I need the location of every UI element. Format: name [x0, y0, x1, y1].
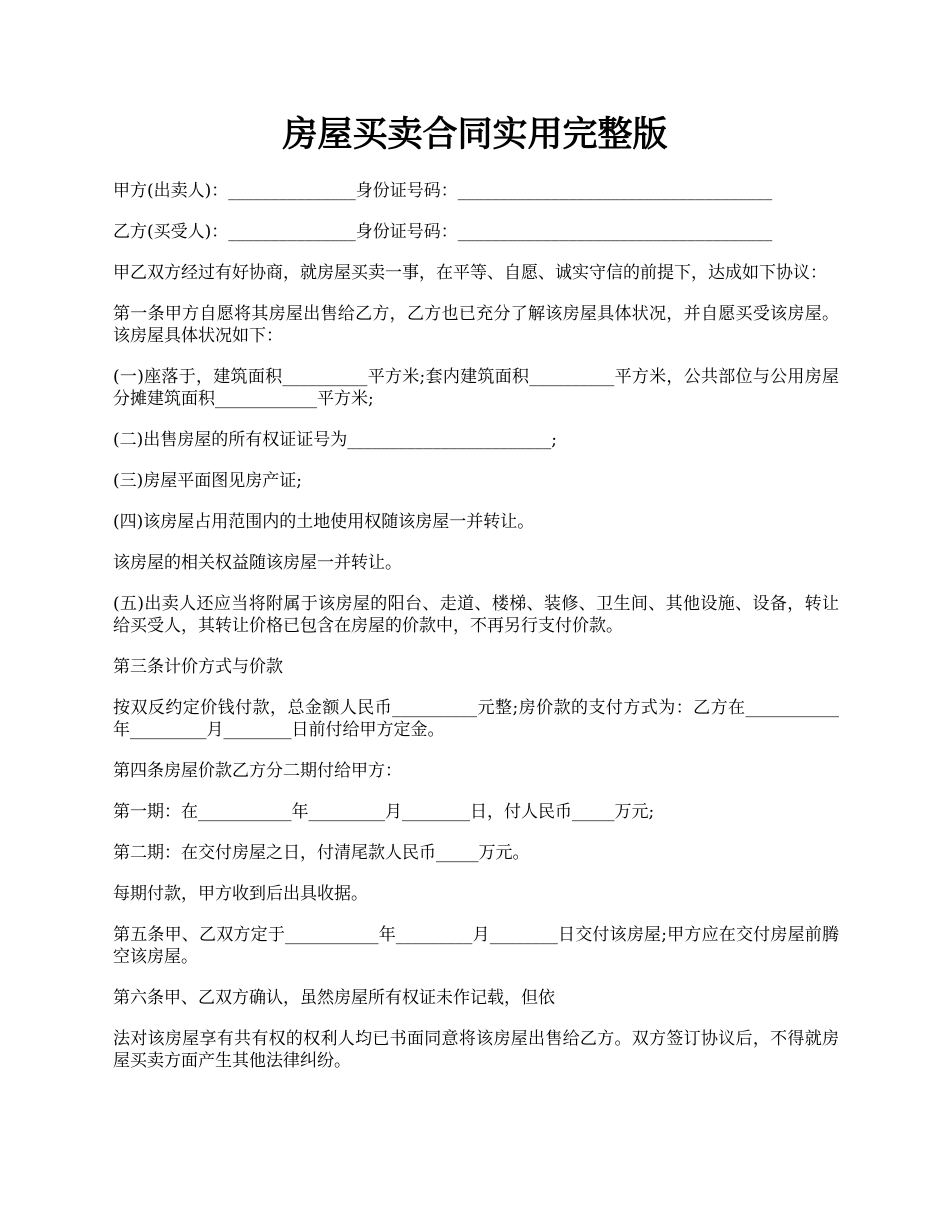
item-3-floor-plan: (三)房屋平面图见房产证;: [113, 471, 302, 491]
related-rights: 该房屋的相关权益随该房屋一并转让。: [113, 553, 402, 573]
article-5: 第五条甲、乙双方定于___________年_________月________日交付该房屋;甲方应在交付房屋前腾空该房屋。: [113, 925, 839, 967]
seller-info-line: 甲方(出卖人)：_______________身份证号码：_____________________________________: [113, 181, 773, 201]
installment-2: 第二期：在交付房屋之日，付清尾款人民币_____万元。: [113, 843, 530, 863]
buyer-info-line: 乙方(买受人)：_______________身份证号码：_____________________________________: [113, 222, 773, 242]
item-5-attachments: (五)出卖人还应当将附属于该房屋的阳台、走道、楼梯、装修、卫生间、其他设施、设备，转让给买受人，其转让价格已包含在房屋的价款中，不再另行支付价款。: [113, 594, 839, 636]
article-6-continued: 法对该房屋享有共有权的权利人均已书面同意将该房屋出售给乙方。双方签订协议后，不得就房屋买卖方面产生其他法律纠纷。: [113, 1029, 839, 1071]
document-title: 房屋买卖合同实用完整版: [282, 114, 668, 155]
article-4: 第四条房屋价款乙方分二期付给甲方：: [113, 761, 402, 781]
article-6: 第六条甲、乙双方确认，虽然房屋所有权证未作记载，但依: [113, 988, 555, 1008]
item-2-certificate: (二)出售房屋的所有权证证号为________________________;: [113, 430, 557, 450]
document-body: [113, 180, 839, 1091]
installment-1: 第一期：在___________年_________月________日，付人民币_____万元;: [113, 802, 655, 822]
payment-terms: 按双反约定价钱付款，总金额人民币__________元整;房价款的支付方式为：乙方在___________年_________月________日前付给甲方定金。: [113, 698, 839, 740]
item-4-land-rights: (四)该房屋占用范围内的土地使用权随该房屋一并转让。: [113, 512, 535, 532]
receipt-note: 每期付款，甲方收到后出具收据。: [113, 884, 368, 904]
agreement-intro: 甲乙双方经过有好协商，就房屋买卖一事，在平等、自愿、诚实守信的前提下，达成如下协议：: [113, 263, 827, 283]
article-3-heading: 第三条计价方式与价款: [113, 657, 283, 677]
article-1: 第一条甲方自愿将其房屋出售给乙方，乙方也已充分了解该房屋具体状况，并自愿买受该房屋。该房屋具体状况如下：: [113, 304, 839, 346]
item-1-location-area: (一)座落于，建筑面积__________平方米;套内建筑面积__________平方米，公共部位与公用房屋分摊建筑面积____________平方米;: [113, 367, 839, 409]
